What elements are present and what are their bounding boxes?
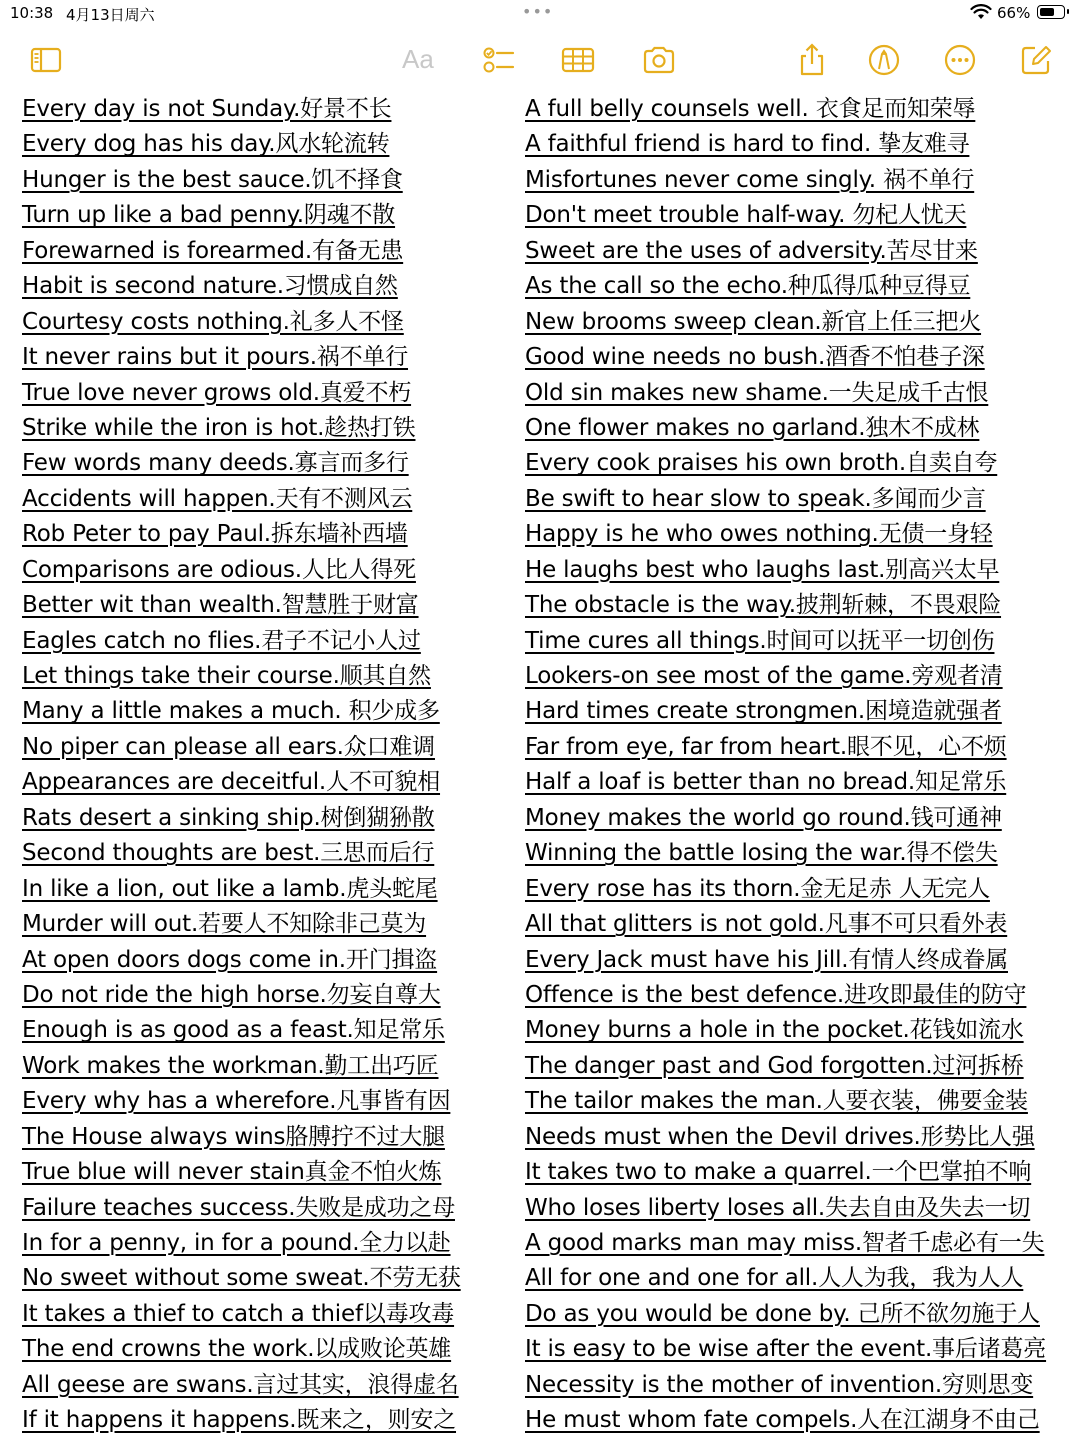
note-line: If it happens it happens.既来之，则安之 [22,1407,457,1434]
checklist-button[interactable] [478,42,518,78]
note-line: Better wit than wealth.智慧胜于财富 [22,592,419,619]
markup-button[interactable] [864,42,904,78]
note-line: The obstacle is the way.披荆斩棘，不畏艰险 [525,592,1002,619]
note-line: Time cures all things.时间可以抚平一切创伤 [525,627,995,654]
note-line: Good wine needs no bush.酒香不怕巷子深 [525,344,985,371]
note-line: Happy is he who owes nothing.无债一身轻 [525,521,993,548]
note-right-column [525,92,1077,1439]
note-line: A good marks man may miss.智者千虑必有一失 [525,1230,1045,1256]
note-line: The tailor makes the man.人要衣装，佛要金装 [525,1088,1028,1115]
note-line: He must whom fate compels.人在江湖身不由己 [525,1407,1040,1434]
note-line: No piper can please all ears.众口难调 [22,733,435,760]
note-line: Accidents will happen.天有不测风云 [22,485,413,512]
note-line: In like a lion, out like a lamb.虎头蛇尾 [22,875,438,902]
sidebar-toggle-button[interactable] [26,42,66,78]
note-line: Do as you would be done by. 己所不欲勿施于人 [525,1300,1040,1327]
checklist-icon [480,42,516,78]
note-line: He laughs best who laughs last.别高兴太早 [525,556,1000,583]
note-line: Lookers-on see most of the game.旁观者清 [525,663,1003,689]
sidebar-icon [28,42,64,78]
note-line: Comparisons are odious.人比人得死 [22,556,416,583]
note-line: Many a little makes a much. 积少成多 [22,698,440,725]
note-line: Misfortunes never come singly. 祸不单行 [525,166,975,193]
more-icon [942,42,978,78]
more-options-button[interactable] [940,42,980,78]
note-line: Offence is the best defence.进攻即最佳的防守 [525,981,1027,1008]
battery-percentage: 66% [997,4,1031,22]
notes-toolbar [0,28,1080,92]
note-line: Failure teaches success.失败是成功之母 [22,1194,455,1221]
note-line: New brooms sweep clean.新官上任三把火 [525,308,982,335]
note-line: No sweet without some sweat.不劳无获 [22,1265,461,1292]
note-line: All geese are swans.言过其实，浪得虚名 [22,1371,459,1398]
note-line: Turn up like a bad penny.阴魂不散 [22,202,396,229]
share-icon [794,42,830,78]
note-line: Sweet are the uses of adversity.苦尽甘来 [525,237,978,264]
note-line: Hunger is the best sauce.饥不择食 [22,166,403,193]
note-line: Work makes the workman.勤工出巧匠 [22,1052,439,1079]
note-line: All for one and one for all.人人为我，我为人人 [525,1265,1024,1292]
note-line: All that glitters is not gold.凡事不可只看外表 [525,911,1008,938]
note-line: Second thoughts are best.三思而后行 [22,840,435,867]
note-line: Enough is as good as a feast.知足常乐 [22,1017,445,1044]
note-line: Courtesy costs nothing.礼多人不怪 [22,308,404,335]
multitasking-dots-icon[interactable]: ••• [522,2,554,21]
camera-icon [641,42,677,78]
note-line: Who loses liberty loses all.失去自由及失去一切 [525,1194,1031,1221]
note-line: Strike while the iron is hot.趁热打铁 [22,414,416,441]
note-line: Let things take their course.顺其自然 [22,663,431,689]
note-line: It never rains but it pours.祸不单行 [22,344,409,371]
note-line: Every day is not Sunday.好景不长 [22,96,392,122]
note-line: A faithful friend is hard to find. 挚友难寻 [525,131,970,158]
note-line: One flower makes no garland.独木不成林 [525,414,980,441]
note-line: Rats desert a sinking ship.树倒猢狲散 [22,804,435,831]
note-line: It takes a thief to catch a thief以毒攻毒 [22,1300,455,1327]
note-line: Far from eye, far from heart.眼不见，心不烦 [525,733,1007,760]
note-line: In for a penny, in for a pound.全力以赴 [22,1230,451,1256]
note-line: Half a loaf is better than no bread.知足常乐 [525,769,1007,796]
status-date: 4月13日周六 [66,6,155,24]
note-line: Be swift to hear slow to speak.多闻而少言 [525,485,986,512]
note-line: It is easy to be wise after the event.事后诸葛亮 [525,1336,1047,1363]
note-line: Every cook praises his own broth.自卖自夸 [525,450,998,477]
wifi-icon [970,4,992,24]
note-body[interactable] [0,92,1080,1440]
format-button[interactable]: Aa [402,44,434,74]
note-line: Eagles catch no flies.君子不记小人过 [22,627,421,654]
battery-fill [1040,8,1054,16]
note-line: A full belly counsels well. 衣食足而知荣辱 [525,96,976,122]
note-line: Old sin makes new shame.一失足成千古恨 [525,379,989,406]
note-line: Appearances are deceitful.人不可貌相 [22,769,441,796]
battery-nub [1067,9,1069,14]
battery-icon [1037,5,1065,19]
note-line: Every rose has its thorn.金无足赤 人无完人 [525,875,990,902]
note-line: Money makes the world go round.钱可通神 [525,804,1002,831]
note-line: Rob Peter to pay Paul.拆东墙补西墙 [22,521,408,548]
table-button[interactable] [558,42,598,78]
note-line: The House always wins胳膊拧不过大腿 [22,1123,445,1150]
note-line: True blue will never stain真金不怕火炼 [22,1159,442,1186]
markup-icon [866,42,902,78]
note-line: The end crowns the work.以成败论英雄 [22,1336,452,1363]
note-line: Every dog has his day.风水轮流转 [22,131,390,158]
status-time: 10:38 [10,4,54,22]
note-line: Money burns a hole in the pocket.花钱如流水 [525,1017,1024,1044]
note-line: It takes two to make a quarrel.一个巴掌拍不响 [525,1159,1032,1186]
compose-button[interactable] [1016,42,1056,78]
note-line: Needs must when the Devil drives.形势比人强 [525,1123,1035,1150]
note-line: Forewarned is forearmed.有备无患 [22,237,404,264]
note-line: Murder will out.若要人不知除非己莫为 [22,911,427,938]
note-line: Don't meet trouble half-way. 勿杞人忧天 [525,202,967,229]
note-line: Every why has a wherefore.凡事皆有因 [22,1088,451,1115]
note-line: As the call so the echo.种瓜得瓜种豆得豆 [525,273,971,300]
note-line: Few words many deeds.寡言而多行 [22,450,409,477]
note-line: Every Jack must have his Jill.有情人终成眷属 [525,946,1008,973]
note-line: The danger past and God forgotten.过河拆桥 [525,1052,1024,1079]
note-line: Do not ride the high horse.勿妄自尊大 [22,981,441,1008]
note-line: Hard times create strongmen.困境造就强者 [525,698,1002,725]
table-icon [560,42,596,78]
note-line: Winning the battle losing the war.得不偿失 [525,840,998,867]
note-line: At open doors dogs come in.开门揖盗 [22,946,438,973]
note-line: Habit is second nature.习惯成自然 [22,273,398,300]
note-line: Necessity is the mother of invention.穷则思变 [525,1371,1034,1398]
note-left-column [22,92,502,1439]
camera-button[interactable] [639,42,679,78]
status-bar [0,0,1080,28]
note-line: True love never grows old.真爱不朽 [22,379,412,406]
compose-icon [1018,42,1054,78]
share-button[interactable] [792,42,832,78]
